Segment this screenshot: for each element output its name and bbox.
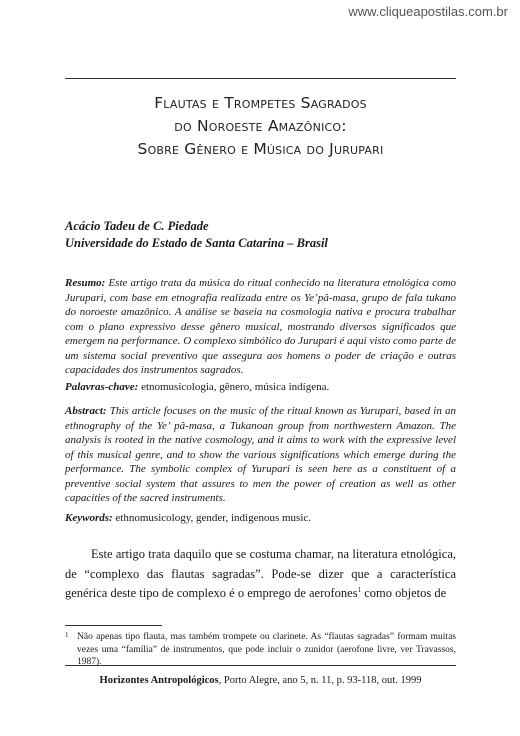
abstract-label: Abstract: <box>65 405 107 417</box>
abstract-text: This article focuses on the music of the ritual known as Yurupari, based in an ethnography of the Ye’ pâ-masa, a Tukanoan group from northwestern Amazon. The analysis is rooted in the native cosmology, and it aims to work with the expressive level of this musical genre, and to show the various significations which emerge during the performance. The symbolic complex of Yurupari is seen here as a constituent of a preventive social system that assures to men the power of creation as well as other capacities of the sacred instruments. <box>65 405 457 504</box>
title-line-1: Flautas e Trompetes Sagrados <box>154 94 367 112</box>
abstract-paragraph <box>65 404 456 506</box>
keywords-label: Keywords: <box>65 512 113 524</box>
author-block <box>65 218 456 252</box>
body-paragraph <box>65 545 456 604</box>
palavras-chave-paragraph <box>65 380 456 395</box>
body-text-end: como objetos de <box>361 586 447 600</box>
author-name: Acácio Tadeu de C. Piedade <box>65 219 209 233</box>
resumo-text: Este artigo trata da música do ritual conhecido na literatura etnológica como Jurupari, com base em etnografia realizada entre os Ye’pâ-masa, grupo de fala tukano do noroeste amazônico. A análise se baseia na cosmologia nativa e procura trabalhar com o plano expressivo desse gênero musical, mostrando diversos significados que emergem na performance. O complexo simbólico do Jurupari é aqui visto como parte de um sistema social preventivo que assegura aos homens o poder de criação e outras capacidades dos instrumentos sagrados. <box>65 277 457 376</box>
journal-name: Horizontes Antropológicos <box>99 675 219 686</box>
citation-details: , Porto Alegre, ano 5, n. 11, p. 93-118, out. 1999 <box>218 675 422 686</box>
keywords-paragraph <box>65 511 456 526</box>
page-footer <box>65 675 456 686</box>
footnote-ref: 1 <box>357 585 362 594</box>
watermark: www.cliqueapostilas.com.br <box>348 4 508 19</box>
footnote-number: 1 <box>65 631 69 639</box>
title-line-2: do Noroeste Amazônico: <box>174 117 347 135</box>
footer-rule <box>65 665 456 666</box>
resumo-paragraph <box>65 276 456 378</box>
title-line-3: Sobre Gênero e Música do Jurupari <box>137 140 384 158</box>
footnote-text: Não apenas tipo flauta, mas também trompete ou clarinete. As “flautas sagradas” formam muitas vezes uma “família” de instrumentos, que pode incluir o zunidor (aerofone livre, ver Travassos, 1987). <box>77 632 456 667</box>
author-affiliation: Universidade do Estado de Santa Catarina – Brasil <box>65 236 328 250</box>
article-title <box>65 92 456 161</box>
footnote-rule <box>65 625 162 626</box>
resumo-label: Resumo: <box>65 277 106 289</box>
palavras-chave-label: Palavras-chave: <box>65 381 139 393</box>
body-text-start: Este artigo trata daquilo que se costuma chamar, na literatura etnológica, de “complexo das flautas sagradas”. Pode-se dizer que a característica genérica deste tipo de complexo é o emprego de aerofones <box>65 547 456 600</box>
palavras-chave-text: etnomusicologia, gênero, música indígena. <box>141 381 330 393</box>
keywords-text: ethnomusicology, gender, indigenous music. <box>115 512 312 524</box>
footnote <box>65 631 456 669</box>
top-rule <box>65 78 456 79</box>
